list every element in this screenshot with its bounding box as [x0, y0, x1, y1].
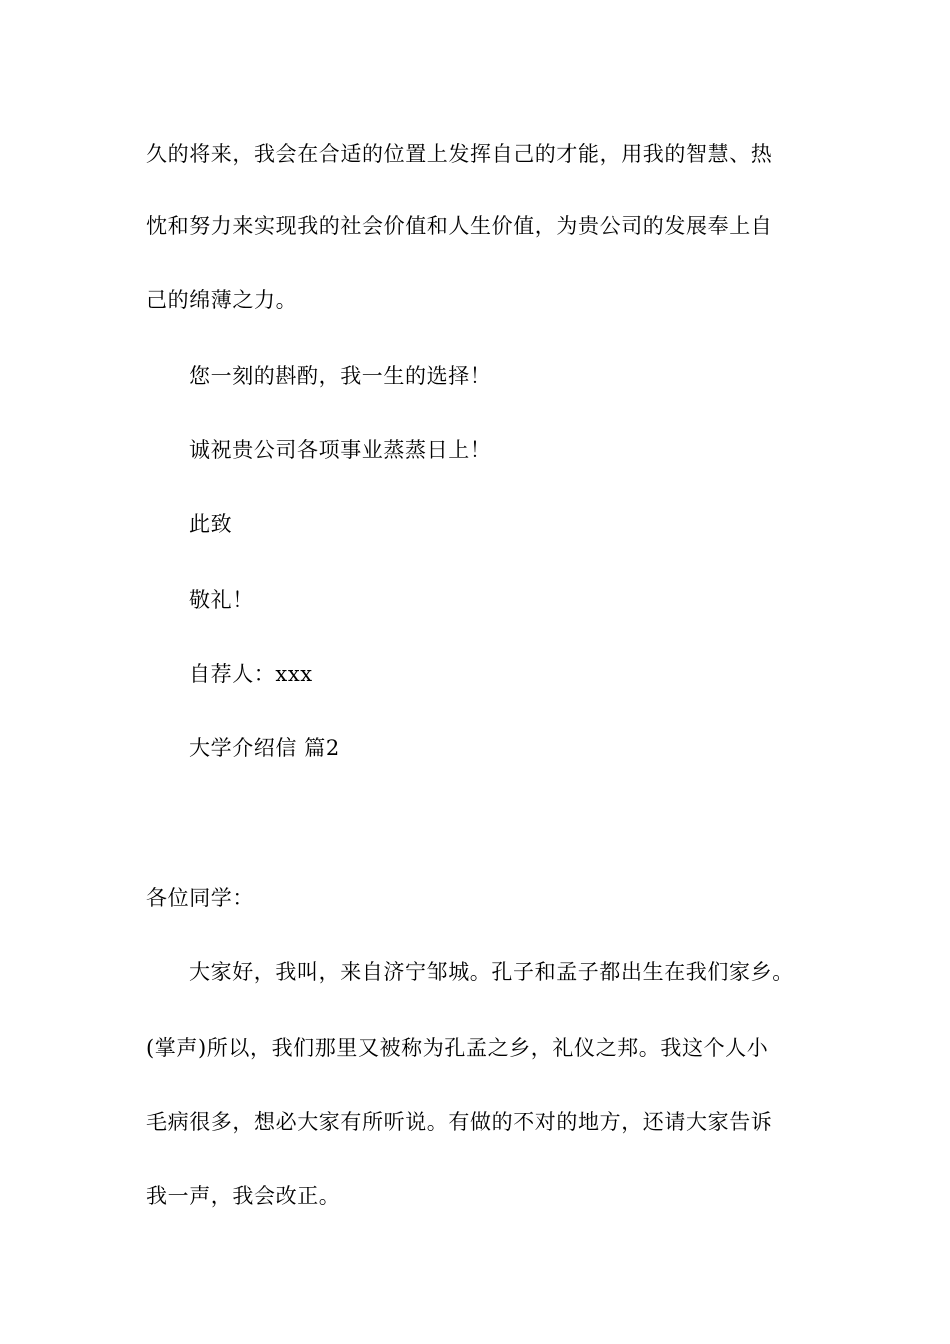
section-heading: 大学介绍信 篇2 [189, 736, 340, 760]
salutation-close: 此致 [189, 512, 233, 536]
paragraph-line: (掌声)所以，我们那里又被称为孔孟之乡，礼仪之邦。我这个人小 [146, 1036, 769, 1060]
closing-line: 您一刻的斟酌，我一生的选择！ [189, 364, 492, 388]
paragraph-line: 久的将来，我会在合适的位置上发挥自己的才能，用我的智慧、热 [146, 142, 773, 166]
paragraph-line: 大家好，我叫，来自济宁邹城。孔子和孟子都出生在我们家乡。 [189, 960, 794, 984]
closing-line: 诚祝贵公司各项事业蒸蒸日上！ [189, 438, 492, 462]
paragraph-line: 己的绵薄之力。 [146, 288, 298, 312]
greeting-line: 各位同学： [146, 886, 254, 910]
signature-line: 自荐人：xxx [189, 662, 313, 686]
paragraph-line: 毛病很多，想必大家有所听说。有做的不对的地方，还请大家告诉 [146, 1110, 773, 1134]
paragraph-line: 我一声，我会改正。 [146, 1184, 341, 1208]
respect-line: 敬礼！ [189, 588, 254, 612]
paragraph-line: 忱和努力来实现我的社会价值和人生价值，为贵公司的发展奉上自 [146, 214, 773, 238]
